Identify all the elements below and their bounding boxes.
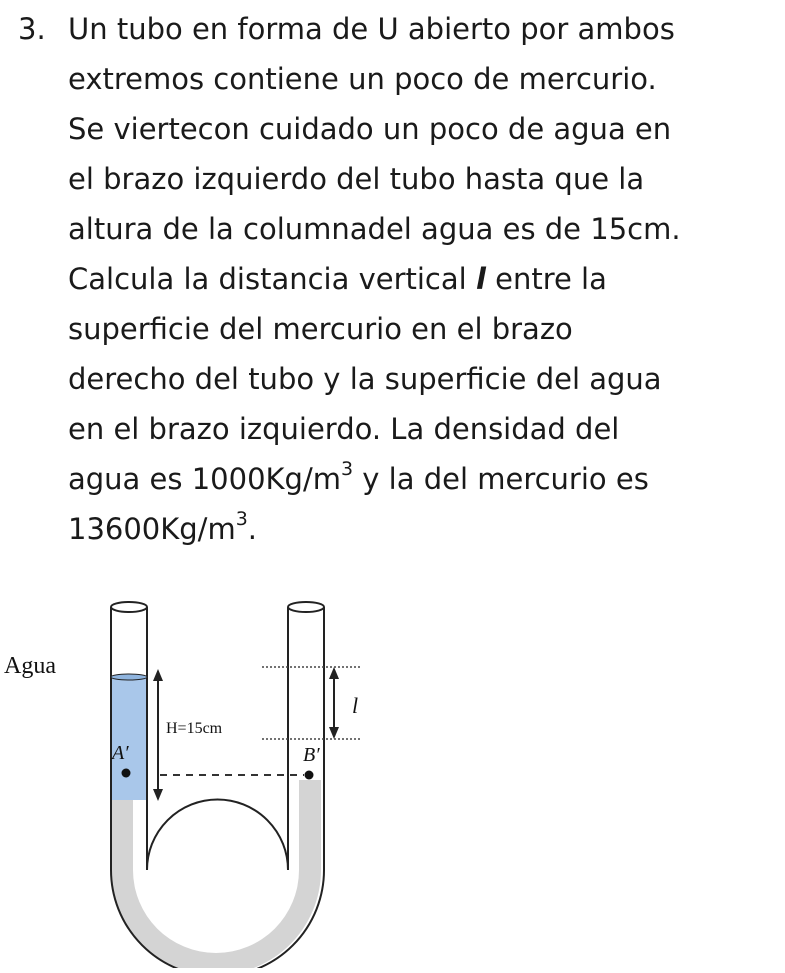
problem-line-7: superficie del mercurio en el brazo (68, 312, 573, 346)
h-arrow-up (153, 669, 163, 681)
l-label: l (352, 693, 359, 718)
right-tube-opening (288, 602, 324, 612)
problem-line-4: el brazo izquierdo del tubo hasta que la (68, 162, 645, 196)
water-density-exponent: 3 (340, 458, 354, 481)
left-tube-opening (111, 602, 147, 612)
point-b (305, 771, 314, 780)
variable-l: l (475, 262, 486, 296)
h-arrow-down (153, 789, 163, 801)
l-arrow-down (329, 727, 339, 739)
line11-period: . (247, 512, 258, 546)
point-a (122, 769, 131, 778)
problem-line-9: en el brazo izquierdo. La densidad del (68, 412, 620, 446)
water-surface (111, 674, 147, 680)
u-tube-figure (0, 585, 400, 968)
problem-number: 3. (18, 12, 46, 46)
u-bend-inner (147, 800, 288, 871)
problem-line-1: Un tubo en forma de U abierto por ambos (68, 12, 675, 46)
problem-line-3: Se viertecon cuidado un poco de agua en (68, 112, 672, 146)
agua-label: Agua (4, 653, 56, 679)
line6-text-b: entre la (485, 262, 607, 296)
problem-line-11 (68, 504, 768, 554)
water-density-text: agua es 1000Kg/m (68, 462, 341, 496)
problem-line-5: altura de la columnadel agua es de 15cm. (68, 212, 681, 246)
mercury-density-exponent: 3 (235, 508, 248, 531)
a-prime-label: A′ (112, 742, 129, 764)
b-prime-label: B′ (303, 744, 320, 766)
l-arrow-up (329, 667, 339, 679)
water-column (111, 677, 147, 800)
h-label: H=15cm (166, 720, 223, 737)
line6-text-a: Calcula la distancia vertical (68, 262, 476, 296)
mercury-density-text: 13600Kg/m (68, 512, 236, 546)
problem-line-6 (68, 254, 768, 304)
u-tube-diagram (0, 585, 400, 968)
line10-text-b: y la del mercurio es (353, 462, 649, 496)
problem-line-10 (68, 454, 768, 504)
problem-line-8: derecho del tubo y la superficie del agua (68, 362, 662, 396)
mercury-fill (111, 780, 321, 968)
problem-line-2: extremos contiene un poco de mercurio. (68, 62, 657, 96)
problem-text (68, 4, 768, 554)
